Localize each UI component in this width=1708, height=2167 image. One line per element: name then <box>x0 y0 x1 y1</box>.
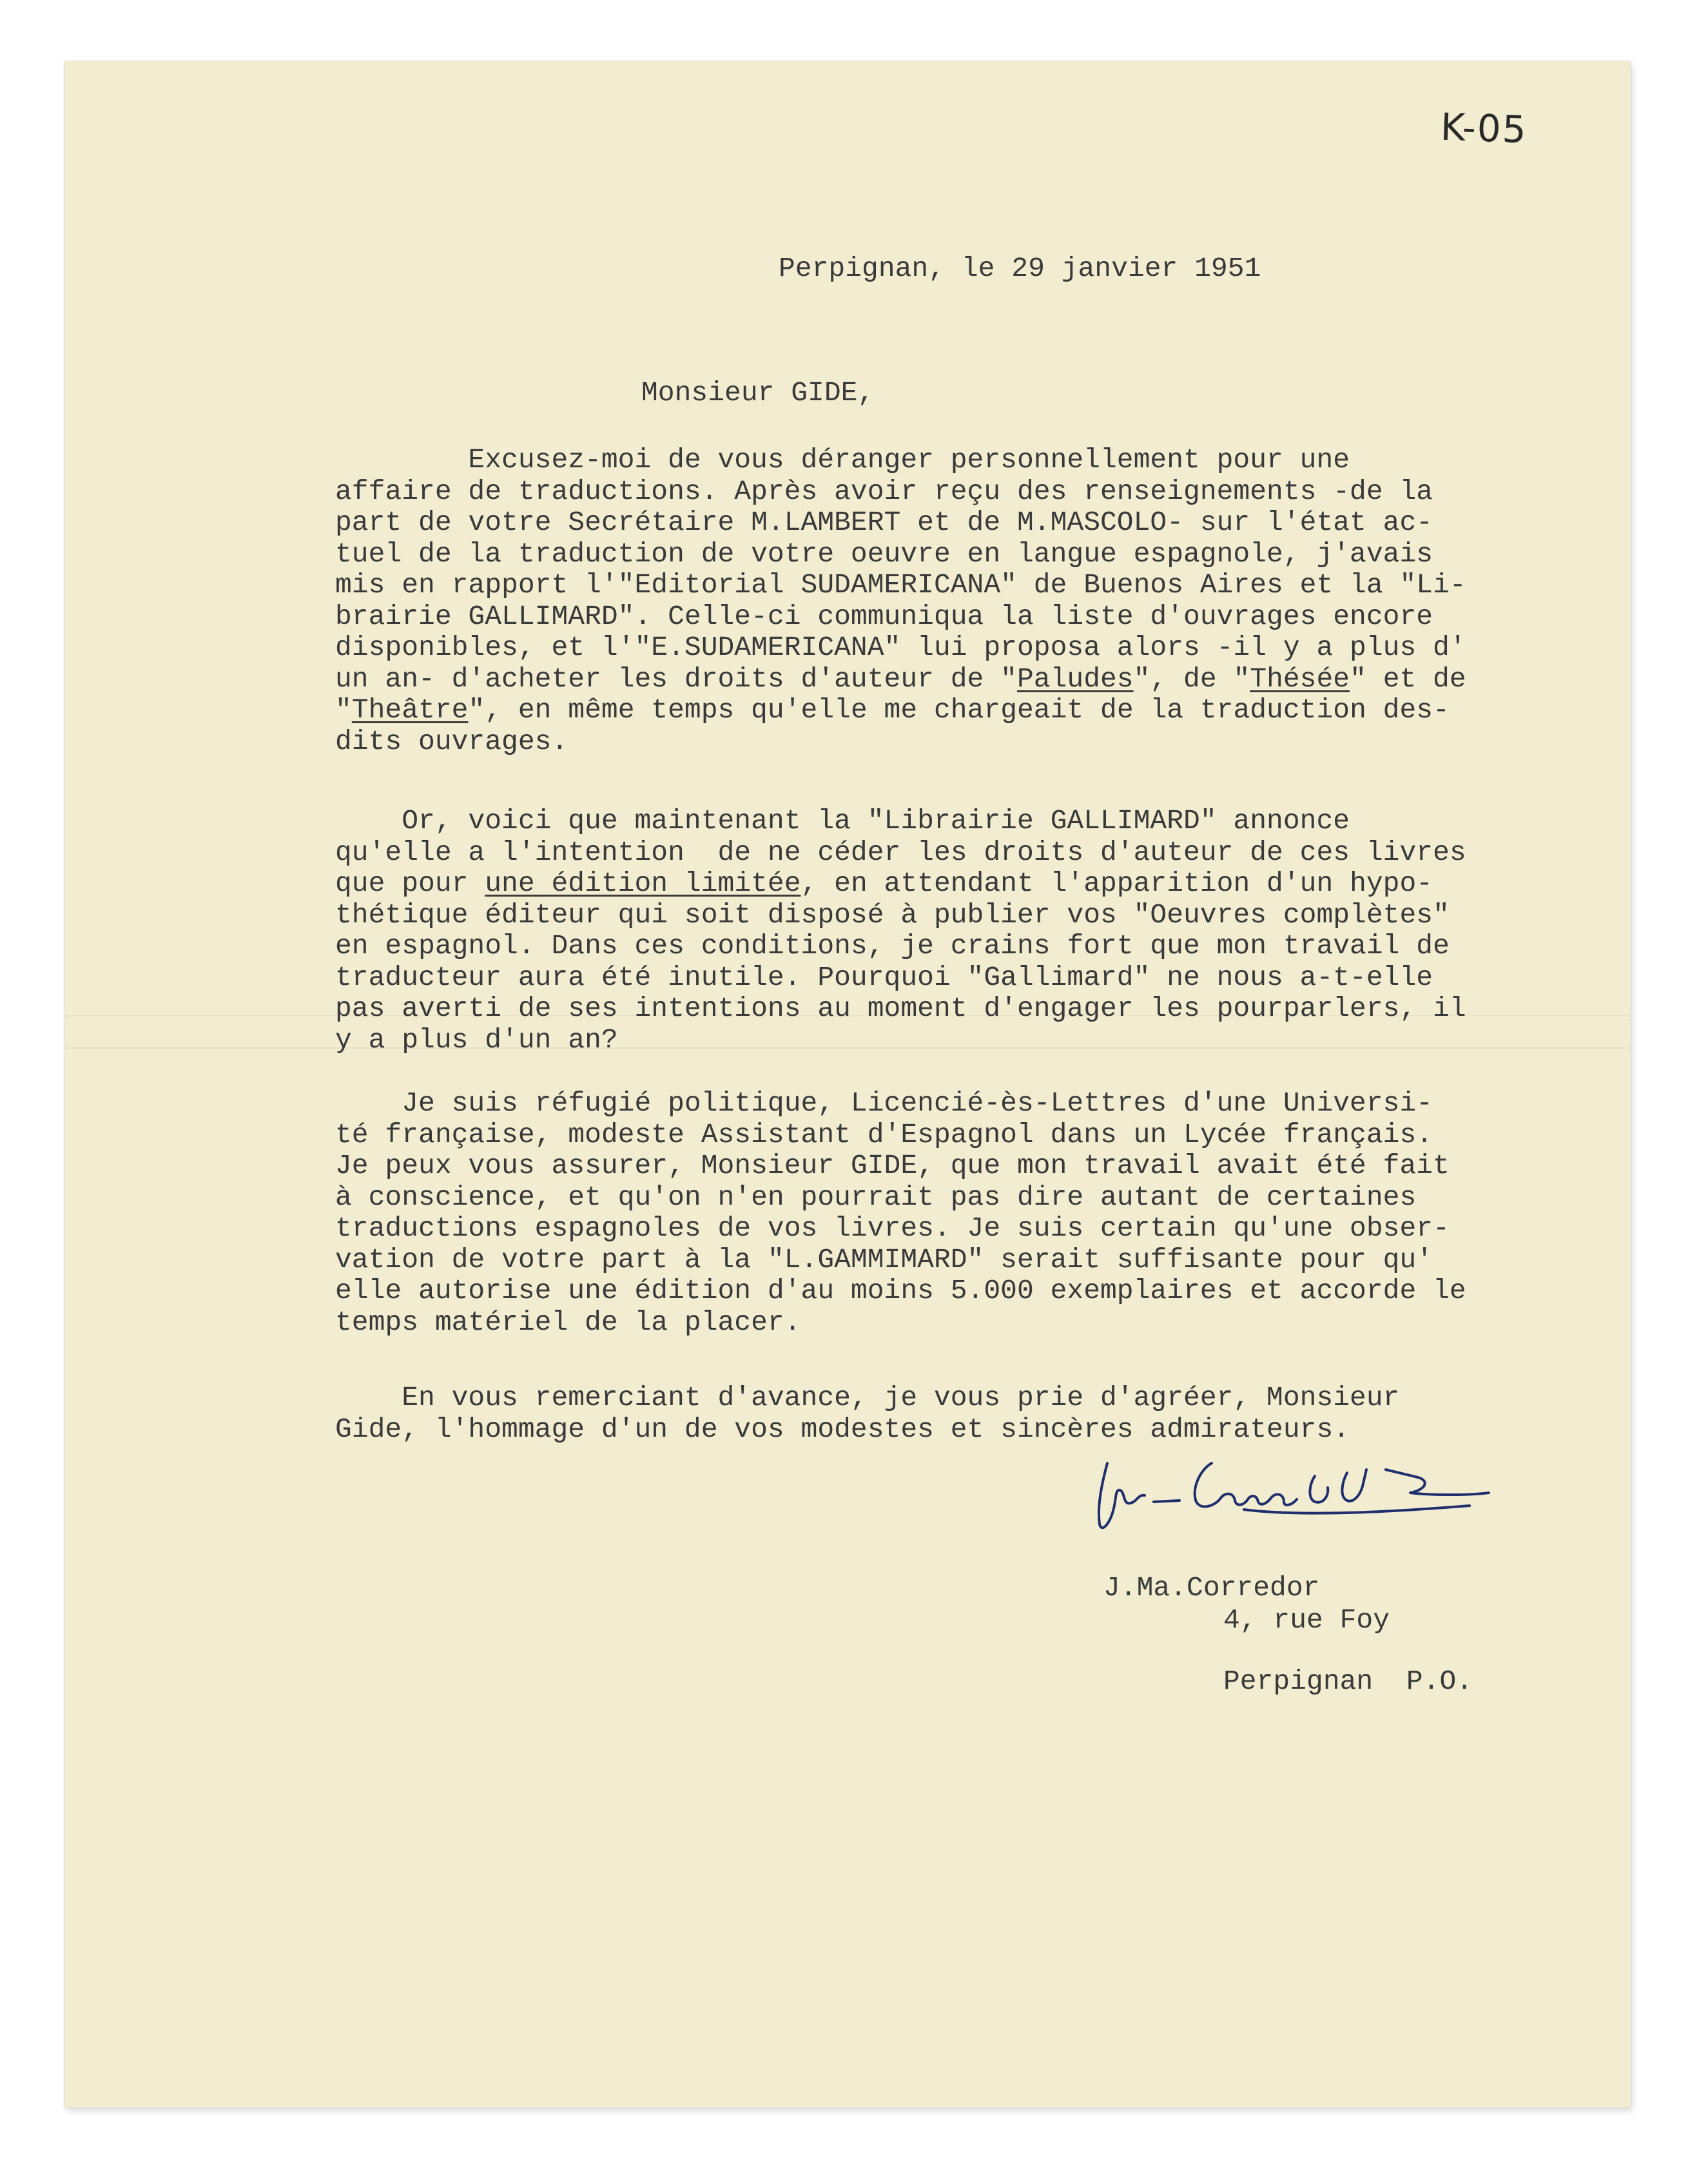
text-segment: ", de " <box>1133 663 1250 695</box>
text-line: té française, modeste Assistant d'Espagnol dans un Lycée français. <box>335 1118 1433 1151</box>
text-line: affaire de traductions. Après avoir reçu des renseignements -de la <box>335 475 1433 507</box>
text-line <box>335 695 1466 726</box>
text-line: pas averti de ses intentions au moment d'engager les pourparlers, il <box>335 993 1466 1024</box>
paragraph-3 <box>335 1088 1466 1338</box>
text-segment: que pour <box>335 868 485 899</box>
underlined-phrase: une édition limitée <box>485 868 801 899</box>
sender-name: J.Ma.Corredor <box>1103 1572 1320 1604</box>
paragraph-2 <box>335 806 1466 1056</box>
paragraph-1 <box>335 445 1466 757</box>
text-segment: " <box>335 694 352 726</box>
text-segment: un an- d'acheter les droits d'auteur de " <box>335 663 1017 695</box>
title-theatre: Theâtre <box>351 694 469 726</box>
text-line: qu'elle a l'intention de ne céder les droits d'auteur de ces livres <box>335 836 1466 868</box>
date-line: Perpignan, le 29 janvier 1951 <box>779 253 1261 284</box>
paragraph-4 <box>335 1383 1399 1445</box>
text-line: y a plus d'un an? <box>335 1024 618 1056</box>
text-line: vation de votre part à la "L.GAMMIMARD" serait suffisante pour qu' <box>335 1243 1433 1276</box>
text-line: Excusez-moi de vous déranger personnellement pour une <box>335 444 1350 476</box>
text-line: mis en rapport l'"Editorial SUDAMERICANA" de Buenos Aires et la "Li- <box>335 569 1466 601</box>
letter-page <box>64 61 1631 2108</box>
title-paludes: Paludes <box>1016 663 1134 695</box>
title-thesee: Thésée <box>1250 663 1350 695</box>
text-line: Je peux vous assurer, Monsieur GIDE, que mon travail avait été fait <box>335 1150 1450 1181</box>
text-line: tuel de la traduction de votre oeuvre en langue espagnole, j'avais <box>335 538 1433 570</box>
text-line: traductions espagnoles de vos livres. Je suis certain qu'une obser- <box>335 1212 1450 1244</box>
text-line: traducteur aura été inutile. Pourquoi "Gallimard" ne nous a-t-elle <box>335 961 1433 993</box>
sender-street: 4, rue Foy <box>1223 1604 1390 1636</box>
text-line: elle autorise une édition d'au moins 5.000 exemplaires et accorde le <box>335 1275 1466 1307</box>
text-line: dits ouvrages. <box>335 725 568 757</box>
text-segment: , en attendant l'apparition d'un hypo- <box>801 868 1433 899</box>
text-line: temps matériel de la placer. <box>335 1306 801 1338</box>
text-line: en espagnol. Dans ces conditions, je crains fort que mon travail de <box>335 930 1450 962</box>
handwritten-signature <box>1083 1444 1495 1547</box>
text-line: à conscience, et qu'on n'en pourrait pas dire autant de certaines <box>335 1181 1417 1213</box>
text-line: En vous remerciant d'avance, je vous prie d'agréer, Monsieur <box>335 1382 1400 1414</box>
text-line: part de votre Secrétaire M.LAMBERT et de M.MASCOLO- sur l'état ac- <box>335 507 1433 538</box>
text-line <box>335 868 1466 900</box>
text-line: Or, voici que maintenant la "Librairie GALLIMARD" annonce <box>335 805 1350 837</box>
text-segment: ", en même temps qu'elle me chargeait de la traduction des- <box>468 694 1450 726</box>
archive-annotation: K-05 <box>1439 104 1528 152</box>
text-segment: " et de <box>1350 663 1466 695</box>
sender-city: Perpignan P.O. <box>1223 1666 1473 1697</box>
text-line <box>335 664 1466 695</box>
salutation: Monsieur GIDE, <box>641 377 875 409</box>
text-line: Gide, l'hommage d'un de vos modestes et sincères admirateurs. <box>335 1413 1350 1445</box>
text-line: Je suis réfugié politique, Licencié-ès-Lettres d'une Universi- <box>335 1087 1433 1119</box>
text-line: disponibles, et l'"E.SUDAMERICANA" lui proposa alors -il y a plus d' <box>335 632 1466 663</box>
text-line: thétique éditeur qui soit disposé à publier vos "Oeuvres complètes" <box>335 899 1450 931</box>
text-line: brairie GALLIMARD". Celle-ci communiqua la liste d'ouvrages encore <box>335 600 1433 632</box>
